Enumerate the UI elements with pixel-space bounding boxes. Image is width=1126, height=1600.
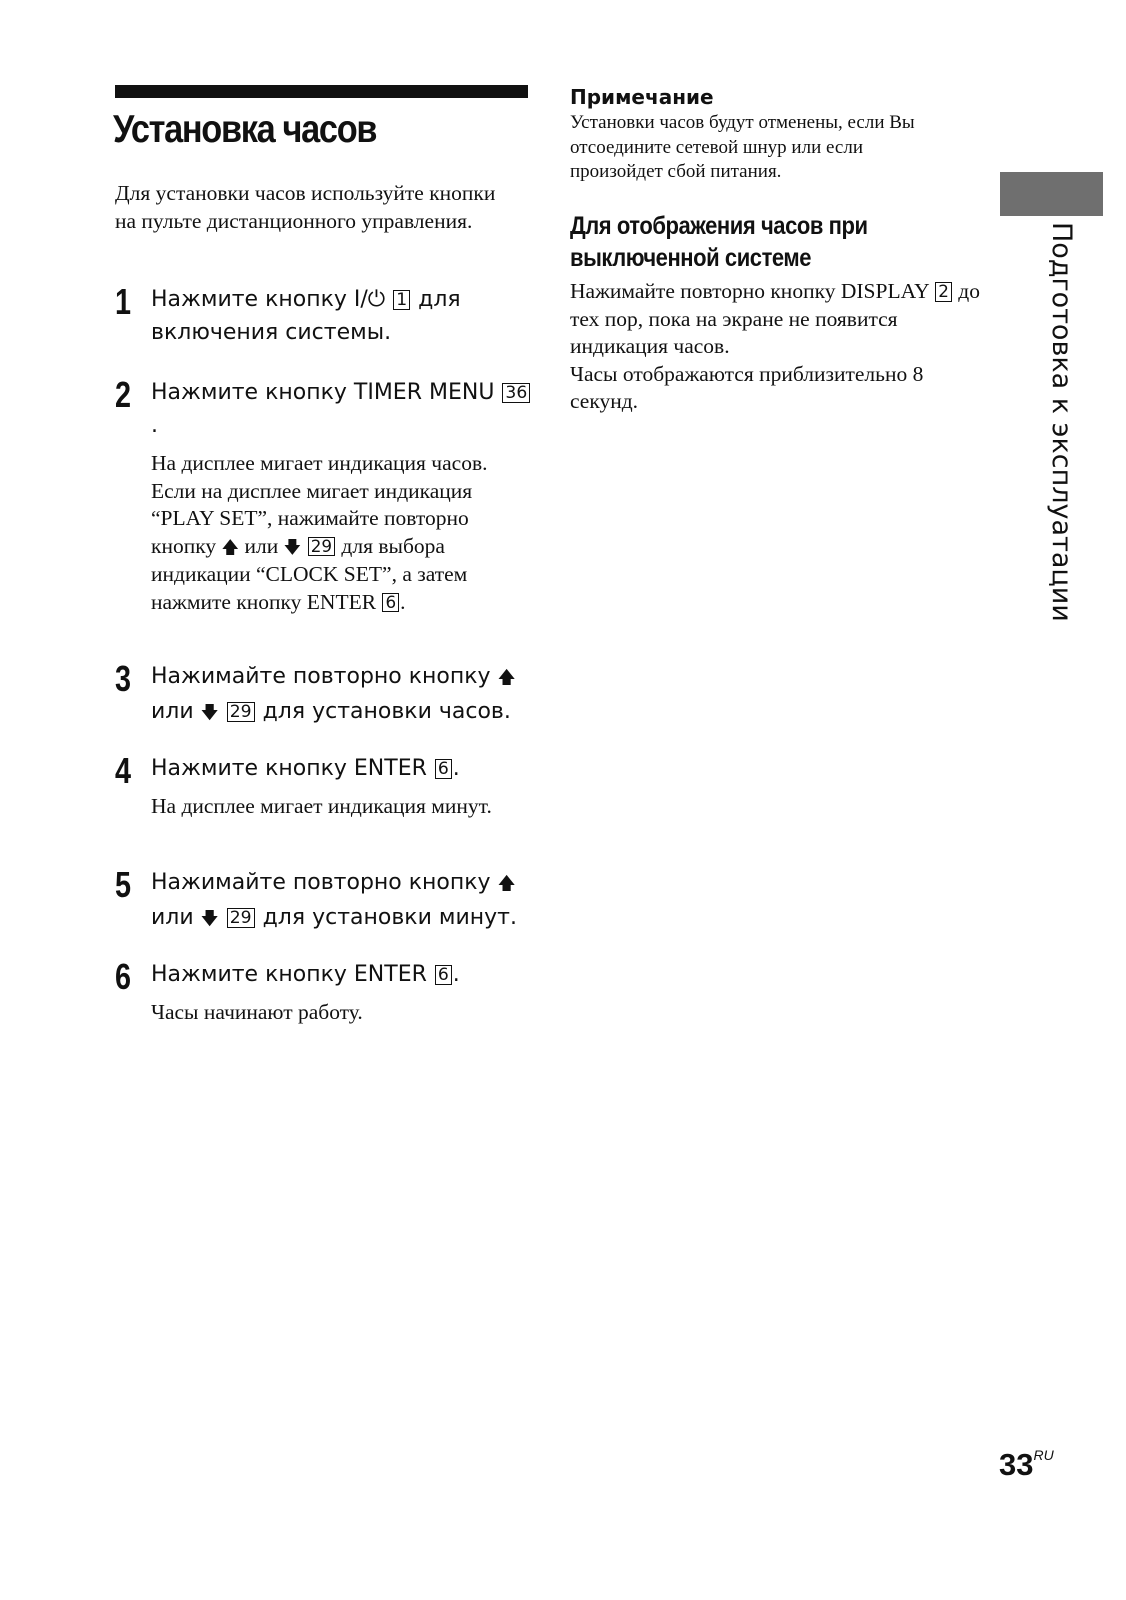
note-text: Установки часов будут отменены, если Вы отсоедините сетевой шнур или если произойдет сбой питания.: [570, 112, 915, 182]
step-description: Часы начинают работу.: [151, 1000, 363, 1024]
step-5: [115, 866, 535, 936]
power-icon: I/⏻: [353, 287, 386, 312]
step-4: [115, 752, 535, 821]
page-number: $33^{RU}$: [999, 1447, 1054, 1482]
step-instruction: Нажмите кнопку TIMER MENU 36.: [151, 376, 535, 442]
step-instruction: Нажмите кнопку ENTER 6 .: [151, 756, 460, 781]
step-number: 2: [115, 374, 132, 415]
step-2: [115, 376, 535, 616]
subsection-title: Для отображения часов при выключенной системе: [570, 212, 868, 272]
step-6: [115, 958, 535, 1027]
step-description: На дисплее мигает индикация минут.: [151, 794, 492, 818]
step-instruction: Нажимайте повторно кнопку 🡅 или 🡇 29 для установки часов.: [151, 664, 516, 724]
key-ref: 6: [435, 965, 452, 985]
step-instruction: Нажмите кнопку ENTER 6 .: [151, 962, 460, 987]
note-title: Примечание: [570, 85, 714, 109]
section-tab-marker: [1000, 172, 1103, 216]
key-ref: 6: [435, 759, 452, 779]
step-number: 5: [115, 864, 132, 905]
section-side-label: Подготовка к эксплуатации: [1046, 222, 1077, 622]
key-ref: 29: [227, 908, 255, 928]
down-arrow-icon: 🡇: [283, 537, 302, 557]
key-ref: 6: [382, 593, 399, 613]
step-number: 6: [115, 956, 132, 997]
page-title: Установка часов: [113, 108, 377, 151]
step-1: [115, 283, 535, 349]
key-ref: 2: [935, 282, 952, 302]
step-number: 3: [115, 658, 132, 699]
up-arrow-icon: 🡅: [221, 537, 240, 557]
subsection-text: Нажимайте повторно кнопку DISPLAY 2 до тех пор, пока на экране не появится индикация часов. Часы отображаются приблизительно 8 секунд.: [570, 279, 980, 413]
down-arrow-icon: 🡇: [200, 909, 219, 929]
down-arrow-icon: 🡇: [200, 703, 219, 723]
up-arrow-icon: 🡅: [497, 874, 516, 894]
step-instruction: Нажмите кнопку I/⏻ 1 для включения системы.: [151, 287, 461, 345]
intro-text: Для установки часов используйте кнопки на пульте дистанционного управления.: [115, 181, 496, 233]
key-ref: 36: [502, 383, 530, 403]
key-ref: 29: [227, 702, 255, 722]
step-instruction: Нажимайте повторно кнопку 🡅 или 🡇 29 для установки минут.: [151, 870, 517, 930]
page-lang: RU: [1033, 1447, 1054, 1463]
step-description: На дисплее мигает индикация часов. Если на дисплее мигает индикация “PLAY SET”, нажимайте повторно кнопку 🡅 или 🡇 29 для выбора индикации “CLOCK SET”, а затем нажмите кнопку ENTER 6 .: [151, 451, 488, 614]
key-ref: 29: [308, 537, 335, 557]
key-ref: 1: [393, 290, 410, 310]
step-number: 1: [115, 281, 132, 322]
up-arrow-icon: 🡅: [497, 668, 516, 688]
step-3: [115, 660, 535, 730]
title-rule: [115, 85, 528, 98]
step-number: 4: [115, 750, 132, 791]
